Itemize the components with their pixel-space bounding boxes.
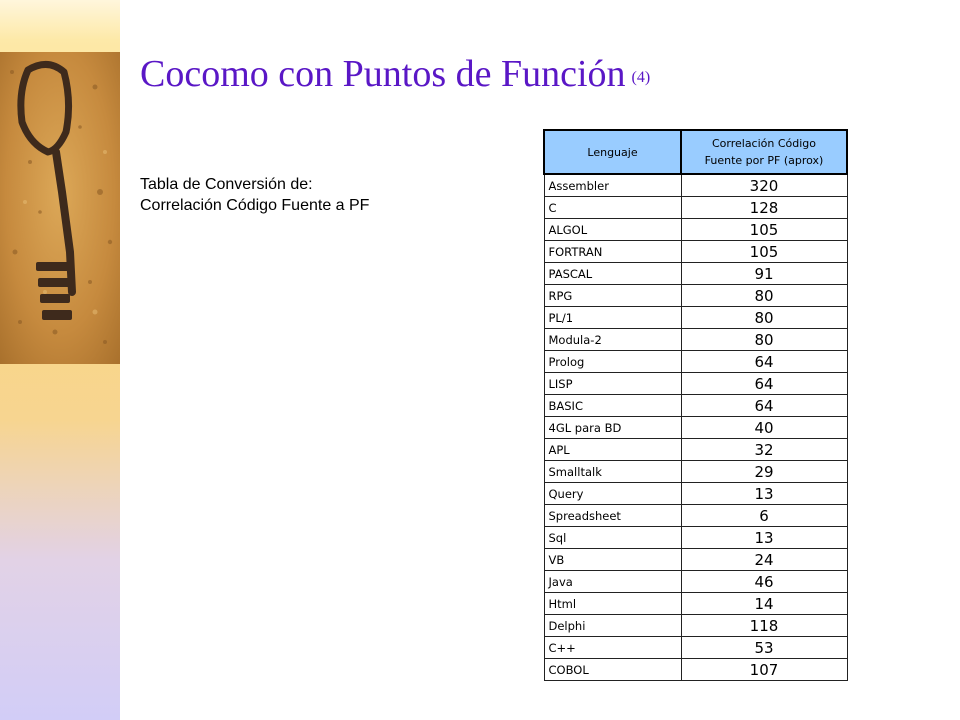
header-correlacion-line-1: Correlación Código bbox=[711, 137, 817, 150]
caption-line-2: Correlación Código Fuente a PF bbox=[140, 197, 370, 214]
language-cell: LISP bbox=[544, 373, 681, 395]
value-cell: 40 bbox=[681, 417, 847, 439]
value-cell: 105 bbox=[681, 219, 847, 241]
language-cell: Html bbox=[544, 593, 681, 615]
value-cell: 29 bbox=[681, 461, 847, 483]
language-cell: RPG bbox=[544, 285, 681, 307]
value-cell: 14 bbox=[681, 593, 847, 615]
table-row bbox=[544, 571, 847, 593]
title-page-number: (4) bbox=[631, 69, 651, 86]
value-cell: 6 bbox=[681, 505, 847, 527]
value-cell: 13 bbox=[681, 483, 847, 505]
language-cell: PASCAL bbox=[544, 263, 681, 285]
language-cell: Query bbox=[544, 483, 681, 505]
table-row bbox=[544, 197, 847, 219]
language-cell: 4GL para BD bbox=[544, 417, 681, 439]
table-row bbox=[544, 461, 847, 483]
caption-line-1: Tabla de Conversión de: bbox=[140, 176, 313, 193]
conversion-table bbox=[543, 129, 848, 681]
header-lenguaje: Lenguaje bbox=[544, 130, 681, 174]
language-cell: FORTRAN bbox=[544, 241, 681, 263]
language-cell: C++ bbox=[544, 637, 681, 659]
value-cell: 107 bbox=[681, 659, 847, 681]
value-cell: 32 bbox=[681, 439, 847, 461]
table-row bbox=[544, 395, 847, 417]
language-cell: Java bbox=[544, 571, 681, 593]
value-cell: 24 bbox=[681, 549, 847, 571]
table-row bbox=[544, 659, 847, 681]
header-correlacion bbox=[681, 130, 847, 174]
table-row bbox=[544, 505, 847, 527]
table-row bbox=[544, 307, 847, 329]
value-cell: 80 bbox=[681, 329, 847, 351]
table-row bbox=[544, 549, 847, 571]
table-row bbox=[544, 351, 847, 373]
language-cell: C bbox=[544, 197, 681, 219]
value-cell: 64 bbox=[681, 395, 847, 417]
value-cell: 91 bbox=[681, 263, 847, 285]
language-cell: COBOL bbox=[544, 659, 681, 681]
value-cell: 53 bbox=[681, 637, 847, 659]
table-row bbox=[544, 593, 847, 615]
key-image bbox=[0, 52, 120, 364]
language-cell: PL/1 bbox=[544, 307, 681, 329]
table-row bbox=[544, 527, 847, 549]
value-cell: 46 bbox=[681, 571, 847, 593]
value-cell: 64 bbox=[681, 351, 847, 373]
table-row bbox=[544, 483, 847, 505]
language-cell: Assembler bbox=[544, 174, 681, 197]
language-cell: Smalltalk bbox=[544, 461, 681, 483]
table-header-row bbox=[544, 130, 847, 174]
table-row bbox=[544, 329, 847, 351]
header-correlacion-line-2: Fuente por PF (aprox) bbox=[704, 154, 824, 167]
table-row bbox=[544, 285, 847, 307]
language-cell: BASIC bbox=[544, 395, 681, 417]
caption bbox=[140, 174, 369, 216]
language-cell: Modula-2 bbox=[544, 329, 681, 351]
table-row bbox=[544, 373, 847, 395]
value-cell: 118 bbox=[681, 615, 847, 637]
table-body bbox=[544, 174, 847, 681]
language-cell: Prolog bbox=[544, 351, 681, 373]
language-cell: Delphi bbox=[544, 615, 681, 637]
value-cell: 128 bbox=[681, 197, 847, 219]
language-cell: ALGOL bbox=[544, 219, 681, 241]
table-row bbox=[544, 174, 847, 197]
value-cell: 64 bbox=[681, 373, 847, 395]
table-row bbox=[544, 615, 847, 637]
table-row bbox=[544, 219, 847, 241]
language-cell: VB bbox=[544, 549, 681, 571]
table-row bbox=[544, 439, 847, 461]
table-row bbox=[544, 637, 847, 659]
value-cell: 320 bbox=[681, 174, 847, 197]
table-row bbox=[544, 263, 847, 285]
language-cell: APL bbox=[544, 439, 681, 461]
table-row bbox=[544, 241, 847, 263]
value-cell: 105 bbox=[681, 241, 847, 263]
value-cell: 80 bbox=[681, 307, 847, 329]
language-cell: Spreadsheet bbox=[544, 505, 681, 527]
language-cell: Sql bbox=[544, 527, 681, 549]
value-cell: 80 bbox=[681, 285, 847, 307]
table-row bbox=[544, 417, 847, 439]
page-title: Cocomo con Puntos de Función (4) bbox=[140, 53, 651, 95]
value-cell: 13 bbox=[681, 527, 847, 549]
